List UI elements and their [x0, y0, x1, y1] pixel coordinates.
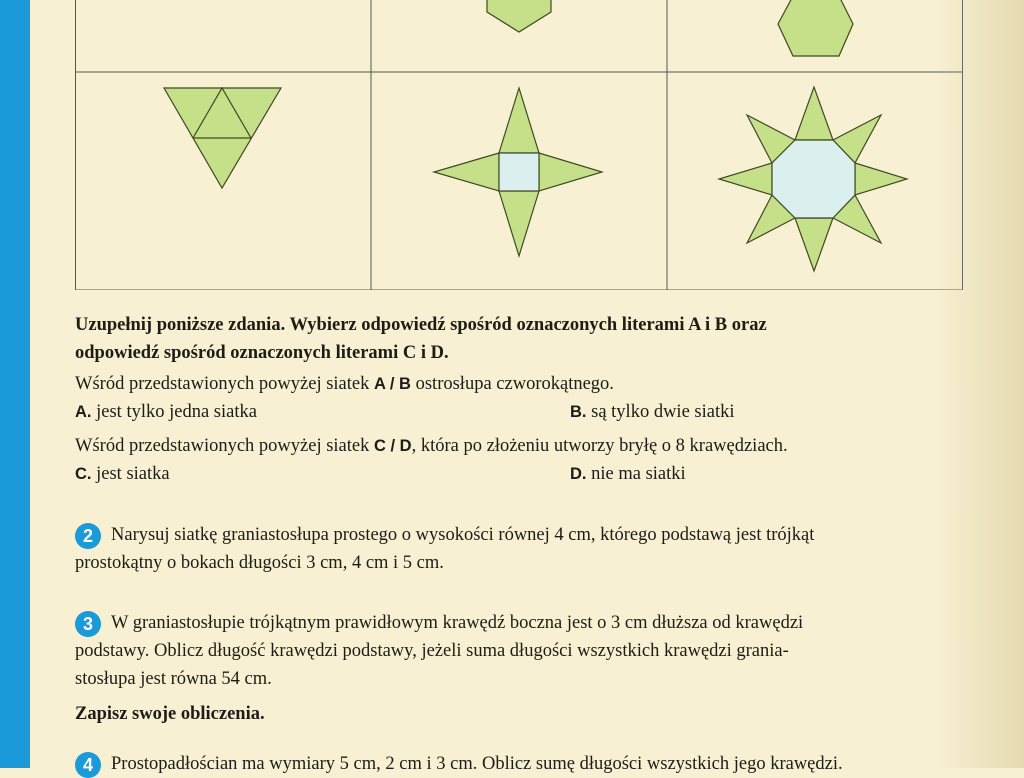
- task2-line2: prostokątny o bokach długości 3 cm, 4 cm i 5 cm.: [75, 553, 444, 573]
- task4: [75, 750, 965, 778]
- task1-question2: [75, 432, 965, 488]
- task3: [75, 609, 965, 728]
- option-c: C. jest siatka: [75, 464, 170, 484]
- task2-number-badge: 2: [75, 523, 101, 549]
- task3-footer: Zapisz swoje obliczenia.: [75, 704, 265, 724]
- task4-number-badge: 4: [75, 752, 101, 778]
- task3-line1: W graniastosłupie trójkątnym prawidłowym krawędź boczna jest o 3 cm dłuższa od krawędzi: [111, 613, 804, 633]
- hexagon-net: [778, 0, 853, 56]
- option-d: D. nie ma siatki: [570, 464, 686, 484]
- q1-choice: A / B: [374, 375, 411, 393]
- q1-pre: Wśród przedstawionych powyżej siatek: [75, 374, 374, 394]
- square-star-net: [434, 88, 602, 256]
- triangle-net: [164, 88, 281, 188]
- task2-line1: Narysuj siatkę graniastosłupa prostego o wysokości równej 4 cm, którego podstawą jest trójkąt: [111, 525, 815, 545]
- task1-question1: [75, 370, 965, 426]
- option-b: B. są tylko dwie siatki: [570, 402, 735, 422]
- octagon-star-net: [719, 87, 907, 271]
- task3-line2: podstawy. Oblicz długość krawędzi podstawy, jeżeli suma długości wszystkich krawędzi grania-: [75, 641, 789, 661]
- task1-instruction-line1: Uzupełnij poniższe zdania. Wybierz odpowiedź spośród oznaczonych literami A i B oraz: [75, 315, 767, 335]
- task3-line3: stosłupa jest równa 54 cm.: [75, 669, 272, 689]
- task3-number-badge: 3: [75, 611, 101, 637]
- task4-line1: Prostopadłościan ma wymiary 5 cm, 2 cm i 3 cm. Oblicz sumę długości wszystkich jego krawędzi.: [111, 754, 843, 774]
- q2-choice: C / D: [374, 437, 412, 455]
- task1-instruction-line2: odpowiedź spośród oznaczonych literami C i D.: [75, 343, 449, 363]
- option-a: A. jest tylko jedna siatka: [75, 402, 257, 422]
- blue-edge-bar: [0, 0, 30, 768]
- q2-post: , która po złożeniu utworzy bryłę o 8 krawędziach.: [411, 436, 788, 456]
- task1-instruction: [75, 311, 965, 367]
- task2: [75, 521, 965, 577]
- q2-pre: Wśród przedstawionych powyżej siatek: [75, 436, 374, 456]
- pentagon-net: [487, 0, 551, 32]
- nets-grid: [75, 0, 963, 290]
- q1-post: ostrosłupa czworokątnego.: [410, 374, 614, 394]
